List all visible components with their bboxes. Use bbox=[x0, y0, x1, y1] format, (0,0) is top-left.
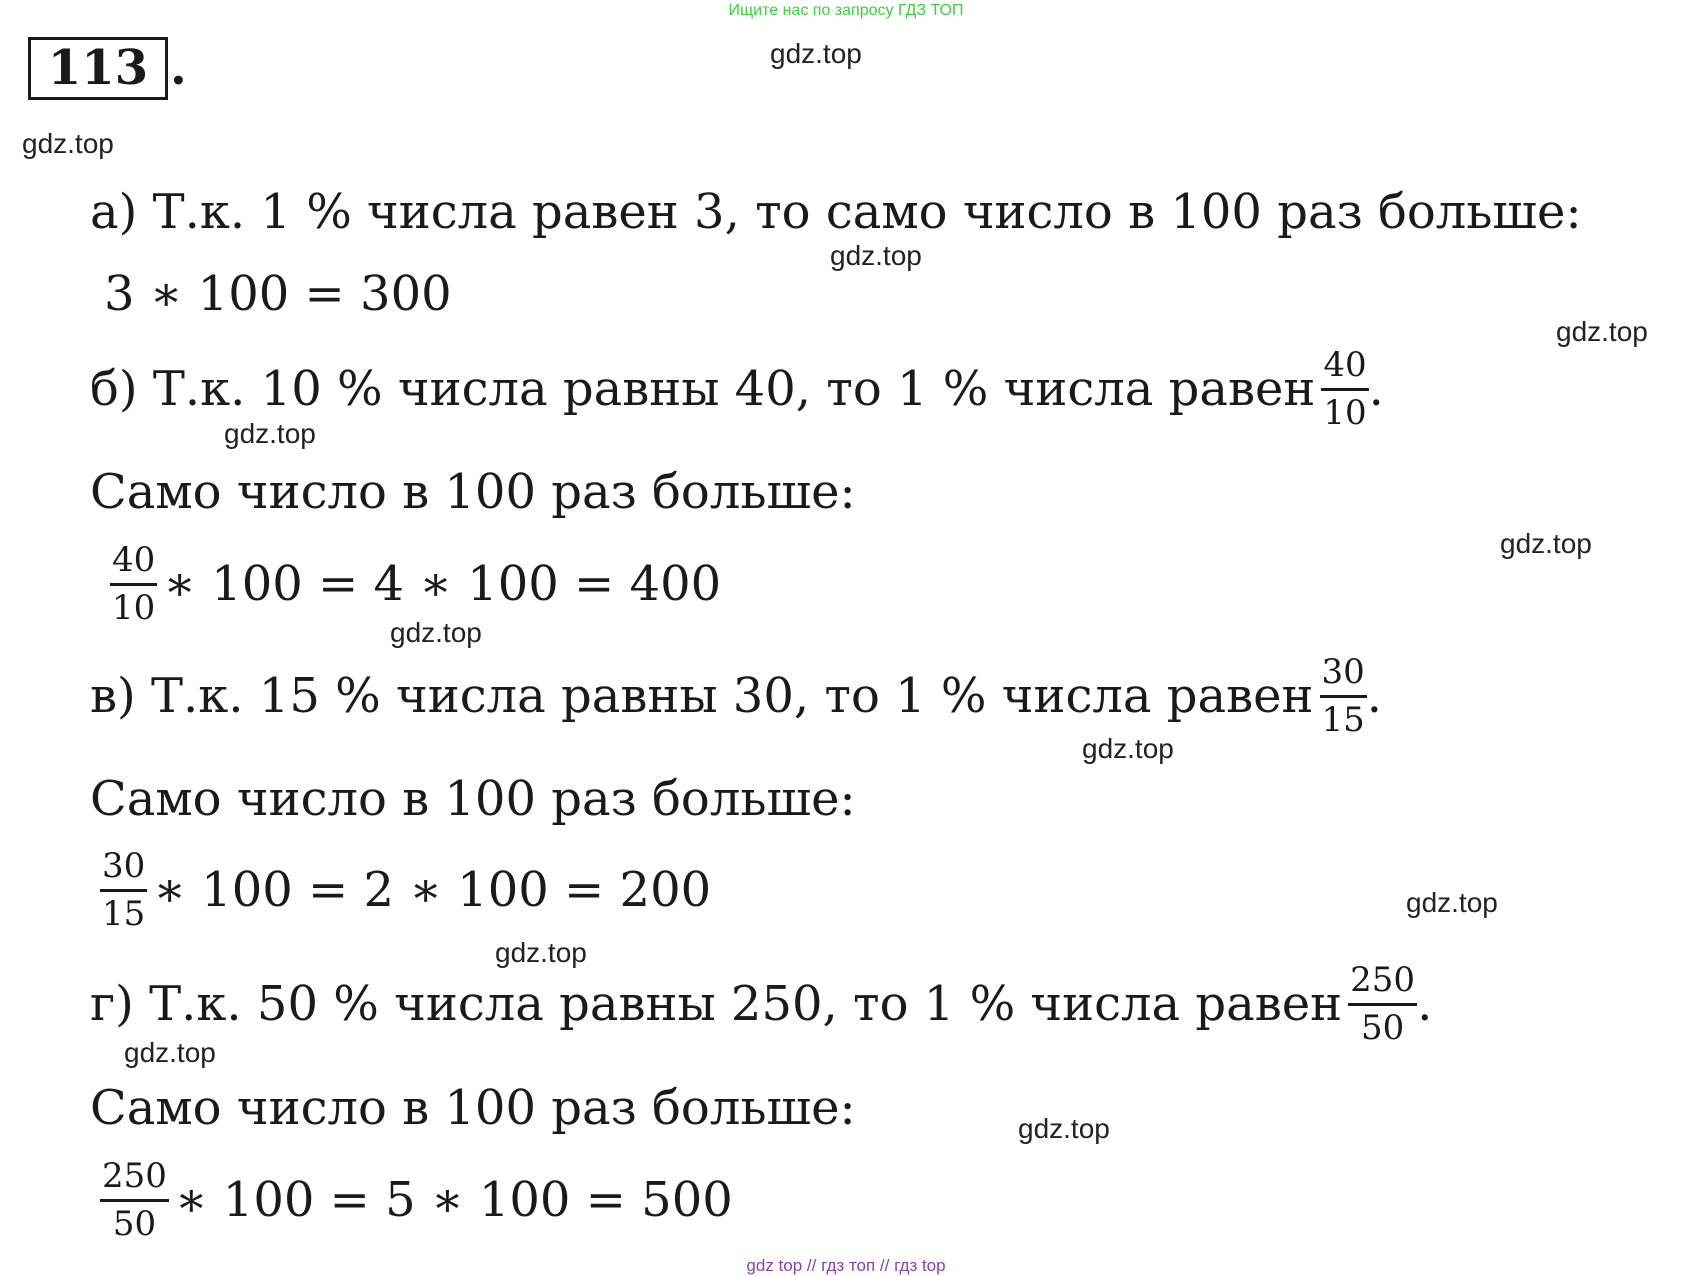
watermark: gdz.top bbox=[22, 128, 114, 159]
watermark: gdz.top bbox=[124, 1037, 216, 1068]
watermark: gdz.top bbox=[1082, 733, 1174, 764]
part-d-statement: г) Т.к. 50 % числа равны 250, то 1 % числа равен bbox=[90, 976, 1343, 1033]
fraction-numerator: 40 bbox=[110, 540, 157, 586]
part-d-calc-fraction bbox=[100, 1156, 169, 1245]
part-c-conclusion: Само число в 100 раз больше: bbox=[90, 771, 856, 827]
watermark: gdz.top bbox=[1500, 528, 1592, 559]
watermark: gdz.top bbox=[224, 418, 316, 449]
fraction-numerator: 30 bbox=[1320, 652, 1367, 698]
watermark: gdz.top bbox=[390, 617, 482, 648]
part-c-calc-rest: ∗ 100 = 2 ∗ 100 = 200 bbox=[153, 862, 712, 919]
watermark: gdz.top bbox=[1018, 1113, 1110, 1144]
part-c-fraction bbox=[1320, 652, 1367, 741]
fraction-numerator: 30 bbox=[100, 846, 147, 892]
problem-number-dot: . bbox=[170, 40, 187, 96]
part-c-calculation bbox=[100, 846, 711, 935]
period: . bbox=[1368, 361, 1384, 418]
footer-watermark: gdz top // гдз топ // гдз top bbox=[746, 1256, 946, 1275]
watermark: gdz.top bbox=[830, 240, 922, 271]
part-b-conclusion: Само число в 100 раз больше: bbox=[90, 464, 856, 520]
watermark: gdz.top bbox=[495, 937, 587, 968]
watermark: gdz.top bbox=[1556, 316, 1648, 347]
part-c-statement: в) Т.к. 15 % числа равны 30, то 1 % числа равен bbox=[90, 668, 1314, 725]
part-d-calc-rest: ∗ 100 = 5 ∗ 100 = 500 bbox=[174, 1172, 733, 1229]
part-b-calculation bbox=[110, 540, 721, 629]
period: . bbox=[1417, 976, 1433, 1033]
part-b-statement: б) Т.к. 10 % числа равны 40, то 1 % числа равен bbox=[90, 361, 1316, 418]
fraction-denominator: 50 bbox=[112, 1203, 157, 1244]
period: . bbox=[1366, 668, 1383, 725]
fraction-denominator: 15 bbox=[1321, 699, 1365, 740]
part-d-calculation bbox=[100, 1156, 733, 1245]
fraction-numerator: 250 bbox=[100, 1156, 169, 1202]
part-d-statement-row bbox=[90, 960, 1432, 1049]
fraction-numerator: 250 bbox=[1348, 960, 1417, 1006]
part-a-statement: а) Т.к. 1 % числа равен 3, то само число в 100 раз больше: bbox=[90, 184, 1582, 240]
part-b-fraction bbox=[1321, 345, 1368, 434]
fraction-numerator: 40 bbox=[1321, 345, 1368, 391]
fraction-denominator: 10 bbox=[1323, 392, 1367, 433]
part-d-conclusion: Само число в 100 раз больше: bbox=[90, 1080, 856, 1136]
problem-number: 113 bbox=[28, 37, 168, 100]
part-b-calc-fraction bbox=[110, 540, 157, 629]
search-banner: Ищите нас по запросу ГДЗ ТОП bbox=[728, 2, 964, 19]
part-b-calc-rest: ∗ 100 = 4 ∗ 100 = 400 bbox=[163, 556, 722, 613]
fraction-denominator: 50 bbox=[1360, 1007, 1405, 1048]
part-b-statement-row bbox=[90, 345, 1384, 434]
fraction-denominator: 10 bbox=[112, 587, 156, 628]
part-c-calc-fraction bbox=[100, 846, 147, 935]
part-d-fraction bbox=[1348, 960, 1417, 1049]
part-a-calculation: 3 ∗ 100 = 300 bbox=[104, 266, 452, 322]
part-c-statement-row bbox=[90, 652, 1382, 741]
fraction-denominator: 15 bbox=[102, 893, 146, 934]
watermark: gdz.top bbox=[770, 38, 862, 69]
watermark: gdz.top bbox=[1406, 887, 1498, 918]
